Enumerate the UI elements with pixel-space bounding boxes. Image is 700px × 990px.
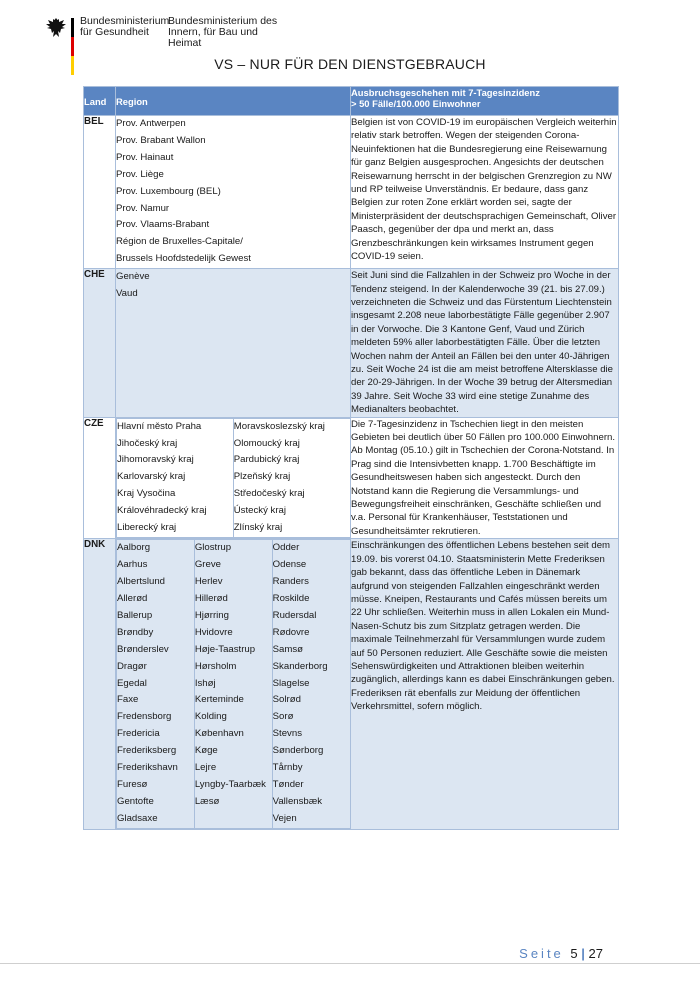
region-list-bel	[116, 116, 351, 269]
outbreak-table	[83, 86, 619, 830]
region-item: Liberecký kraj	[117, 522, 177, 534]
region-list-cze	[116, 417, 351, 539]
page-total: 27	[588, 946, 603, 961]
table-row-che	[84, 269, 619, 417]
region-item: Greve	[194, 559, 221, 571]
land-code: DNK	[84, 539, 116, 829]
region-item: Olomoucký kraj	[233, 437, 300, 449]
region-item: Kerteminde	[194, 694, 244, 706]
region-item: Odense	[272, 559, 307, 571]
region-item: Fredericia	[117, 728, 160, 740]
region-item: Prov. Vlaams-Brabant	[116, 219, 210, 231]
region-item: Rudersdal	[272, 609, 317, 621]
region-item: Sønderborg	[272, 745, 324, 757]
region-item: Vaud	[116, 288, 138, 300]
region-column-2	[233, 418, 350, 537]
region-subtable-cze	[116, 418, 350, 538]
table-row-dnk	[84, 539, 619, 829]
col-region-header: Region	[116, 87, 351, 116]
region-item: Frederikshavn	[117, 762, 178, 774]
region-item: Jihomoravský kraj	[117, 454, 194, 466]
region-item: Brøndby	[117, 626, 154, 638]
region-item: Moravskoslezský kraj	[233, 420, 325, 432]
region-item: Stevns	[272, 728, 302, 740]
ministry-interior-label: Bundesministerium des Innern, für Bau und Heimat	[168, 15, 278, 49]
outbreak-text-dnk: Einschränkungen des öffentlichen Lebens bestehen seit dem 19.09. bis vorerst 04.10. Staatsministerin Mette Frederiksen gab bekannt, dass das öffentliche Leben in Dänemark aufgrund von steigenden Fallzahlen eingeschränkt werden müsse. Kneipen, Restaurants und Cafés müssen bereits um 22 Uhr schließen. Weiterhin muss in allen Lokalen ein Mund-Nasen-Schutz bis zum Sitzplatz getragen werden. Die maximale Teilnehmerzahl für Versammlungen wurde zudem auf 50 Personen reduziert. Alle Geschäfte sowie die meisten Sehenswürdigkeiten und Attraktionen bleiben weiterhin zugänglich, allerdings kann es dabei Einschränkungen geben. Frederiksen rät ebenfalls zur Meidung der öffentlichen Verkehrsmittel, sofern möglich.	[351, 539, 619, 829]
ministry-health-label: Bundesministerium für Gesundheit	[80, 15, 170, 38]
region-item: Plzeňský kraj	[233, 471, 291, 483]
col-outbreak-header-text: Ausbruchsgeschehen mit 7-Tagesinzidenz > 50 Fälle/100.000 Einwohner	[351, 87, 540, 109]
region-item: Prov. Hainaut	[116, 151, 174, 163]
region-item: Brønderslev	[117, 643, 169, 655]
table-header-row	[84, 87, 619, 116]
page-separator: |	[577, 946, 589, 961]
region-item: Furesø	[117, 778, 148, 790]
region-item: Vallensbæk	[272, 795, 323, 807]
region-item: Læsø	[194, 795, 220, 807]
region-item: Prov. Brabant Wallon	[116, 134, 206, 146]
footer-rule	[0, 963, 700, 964]
region-item: Tårnby	[272, 762, 303, 774]
region-item: Hjørring	[194, 609, 229, 621]
region-item: Odder	[272, 542, 300, 554]
page-footer	[519, 946, 603, 961]
table-row-cze	[84, 417, 619, 539]
region-item: Frederiksberg	[117, 745, 177, 757]
region-subtable-dnk	[116, 539, 350, 828]
region-item: Zlínský kraj	[233, 522, 283, 534]
region-item: Tønder	[272, 778, 304, 790]
region-item: Albertslund	[117, 576, 165, 588]
region-item: Dragør	[117, 660, 147, 672]
region-item: Prov. Liège	[116, 168, 164, 180]
region-column-1	[117, 418, 234, 537]
region-item: Kraj Vysočina	[117, 488, 176, 500]
region-item: Rødovre	[272, 626, 310, 638]
region-item: Kolding	[194, 711, 227, 723]
region-item: Solrød	[272, 694, 301, 706]
outbreak-text-bel: Belgien ist von COVID-19 im europäischen Vergleich weiterhin relativ stark betroffen. Wegen der steigenden Corona-Neuinfektionen hat die Bundesregierung eine Reisewarnung für ganz Belgien ausgesprochen. Angesichts der deutschen Reisewarnung herrscht in der belgischen Grenzregion zu NW und RP teilweise Unverständnis. Er bedaure, dass ganz Belgien zur roten Zone erklärt worden sei, sagte der Ministerpräsident der deutschsprachigen Gemeinschaft, Oliver Paasch, gegenüber der dpa und merkt an, dass Grenzbeschränkungen kein wirksames Instrument gegen COVID-19 seien.	[351, 116, 619, 269]
region-item: Jihočeský kraj	[117, 437, 178, 449]
land-code: CZE	[84, 417, 116, 539]
region-item: Hørsholm	[194, 660, 237, 672]
outbreak-text-che: Seit Juni sind die Fallzahlen in der Schweiz pro Woche in der Tendenz steigend. In der Kalenderwoche 39 (21. bis 27.09.) verzeichneten die Schweiz und das Fürstentum Liechtenstein insgesamt 2.208 neue laborbestätigte Fälle gegenüber 2.907 in der Vorwoche. Die 3 Kantone Genf, Vaud und Zürich meldeten 59% aller laborbestätigten Fälle. Über die letzten Wochen nahm der Anteil an Fällen bei den unter 40-Jährigen zu. Seit Woche 24 ist die am meist betroffene Altersklasse die der 20-29-Jährigen. In der Woche 39 betrug der Altersmedian 39 Jahre. Seit Woche 33 wird eine stetige Zunahme des Medianalters beobachtet.	[351, 269, 619, 417]
region-list-che	[116, 269, 351, 417]
region-item: Samsø	[272, 643, 304, 655]
region-item: Genève	[116, 271, 150, 283]
region-item: Høje-Taastrup	[194, 643, 256, 655]
region-item: København	[194, 728, 244, 740]
region-item: Prov. Luxembourg (BEL)	[116, 185, 221, 197]
region-column-1	[117, 540, 195, 828]
region-item: Lyngby-Taarbæk	[194, 778, 266, 790]
region-item: Středočeský kraj	[233, 488, 305, 500]
land-code: CHE	[84, 269, 116, 417]
region-column-3	[272, 540, 350, 828]
page-number: 5	[570, 946, 578, 961]
region-item: Prov. Namur	[116, 202, 170, 214]
region-item: Slagelse	[272, 677, 310, 689]
region-item: Ishøj	[194, 677, 216, 689]
outbreak-text-cze: Die 7-Tagesinzidenz in Tschechien liegt in den meisten Gebieten bei deutlich über 50 Fällen pro 100.000 Einwohnern. Ab Montag (05.10.) gilt in Tschechien der Corona-Notstand. In Prag sind die Intensivbetten knapp. 1.700 Beschäftigte im Gesundheitswesen haben sich angesteckt. Durch den Notstand kann die Regierung die Versammlungs- und Bewegungsfreiheit einschränken, Geschäfte schließen und v.a. Personal für Krankenhäuser, Teststationen und Gesundheitsämter rekrutieren.	[351, 417, 619, 539]
region-item: Karlovarský kraj	[117, 471, 186, 483]
table-row-bel	[84, 116, 619, 269]
region-item: Skanderborg	[272, 660, 328, 672]
region-item: Hlavní město Praha	[117, 420, 202, 432]
region-list-dnk	[116, 539, 351, 829]
region-item: Aarhus	[117, 559, 148, 571]
region-item: Herlev	[194, 576, 223, 588]
col-outbreak-header	[351, 87, 619, 116]
page-label: Seite	[519, 946, 564, 961]
region-item: Région de Bruxelles-Capitale/ Brussels Hoofdstedelijk Gewest	[116, 236, 251, 265]
classification-title: VS – NUR FÜR DEN DIENSTGEBRAUCH	[214, 56, 486, 72]
region-item: Randers	[272, 576, 309, 588]
region-item: Allerød	[117, 593, 148, 604]
region-item: Egedal	[117, 677, 147, 689]
federal-eagle-icon	[44, 16, 68, 40]
region-item: Prov. Antwerpen	[116, 118, 186, 129]
region-item: Pardubický kraj	[233, 454, 300, 466]
col-land-header: Land	[84, 87, 116, 116]
region-item: Hvidovre	[194, 626, 233, 638]
region-item: Ústecký kraj	[233, 505, 286, 517]
region-item: Ballerup	[117, 609, 153, 621]
region-item: Gentofte	[117, 795, 154, 807]
region-column-2	[194, 540, 272, 828]
region-item: Královéhradecký kraj	[117, 505, 207, 517]
land-code: BEL	[84, 116, 116, 269]
region-item: Aalborg	[117, 542, 151, 554]
region-item: Fredensborg	[117, 711, 172, 723]
region-item: Hillerød	[194, 593, 228, 604]
region-item: Gladsaxe	[117, 812, 158, 824]
region-item: Lejre	[194, 762, 217, 774]
region-item: Faxe	[117, 694, 139, 706]
region-item: Roskilde	[272, 593, 310, 604]
region-item: Sorø	[272, 711, 294, 723]
region-item: Glostrup	[194, 542, 232, 554]
region-item: Køge	[194, 745, 218, 757]
region-item: Vejen	[272, 812, 297, 824]
